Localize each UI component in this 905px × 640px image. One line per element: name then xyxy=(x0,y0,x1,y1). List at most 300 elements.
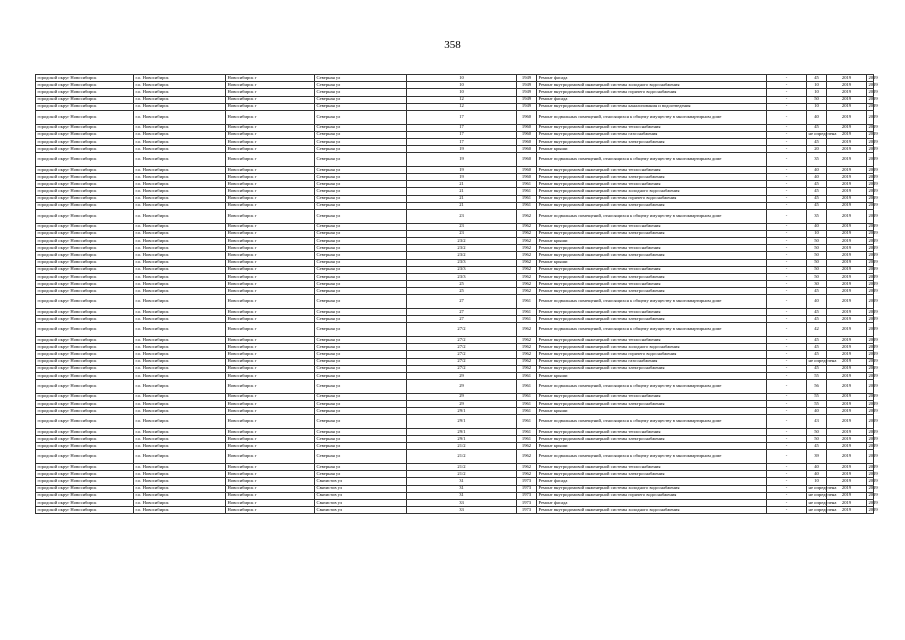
year-end-cell: 2019 xyxy=(867,124,874,131)
year-start-cell: 2019 xyxy=(827,131,867,138)
house-number-cell: 31 xyxy=(407,492,517,499)
plan-cell: 50 xyxy=(807,252,827,259)
district-cell: городской округ Новосибирск xyxy=(36,436,134,443)
work-type-cell: Ремонт внутридомовой инженерной системы теплоснабжения xyxy=(537,245,767,252)
district-cell: городской округ Новосибирск xyxy=(36,380,134,394)
district-cell: городской округ Новосибирск xyxy=(36,393,134,400)
settlement-cell: Новосибирск г xyxy=(226,202,315,209)
municipality-cell: г.о. Новосибирск xyxy=(134,124,226,131)
build-year-cell: 1949 xyxy=(517,82,537,89)
work-type-cell: Ремонт внутридомовой инженерной системы электроснабжения xyxy=(537,436,767,443)
work-type-cell: Ремонт подвальных помещений, относящихся к общему имуществу в многоквартирном доме xyxy=(537,380,767,394)
cost-cell: - xyxy=(767,202,807,209)
house-number-cell: 19 xyxy=(407,146,517,153)
build-year-cell: 1962 xyxy=(517,337,537,344)
district-cell: городской округ Новосибирск xyxy=(36,400,134,407)
build-year-cell: 1962 xyxy=(517,210,537,224)
settlement-cell: Новосибирск г xyxy=(226,252,315,259)
street-cell: Северная ул xyxy=(315,237,407,244)
house-number-cell: 23 xyxy=(407,223,517,230)
plan-cell: 45 xyxy=(807,124,827,131)
plan-cell: 10 xyxy=(807,89,827,96)
municipality-cell: г.о. Новосибирск xyxy=(134,344,226,351)
work-type-cell: Ремонт крыши xyxy=(537,372,767,379)
street-cell: Северная ул xyxy=(315,344,407,351)
build-year-cell: 1962 xyxy=(517,273,537,280)
settlement-cell: Новосибирск г xyxy=(226,245,315,252)
settlement-cell: Новосибирск г xyxy=(226,337,315,344)
district-cell: городской округ Новосибирск xyxy=(36,323,134,337)
plan-cell: 45 xyxy=(807,337,827,344)
street-cell: Северная ул xyxy=(315,82,407,89)
build-year-cell: 1973 xyxy=(517,507,537,514)
district-cell: городской округ Новосибирск xyxy=(36,500,134,507)
street-cell: Северная ул xyxy=(315,146,407,153)
table-row xyxy=(36,252,874,259)
build-year-cell: 1960 xyxy=(517,110,537,124)
street-cell: Северная ул xyxy=(315,131,407,138)
year-end-cell: 2019 xyxy=(867,138,874,145)
municipality-cell: г.о. Новосибирск xyxy=(134,428,226,435)
house-number-cell: 23 xyxy=(407,230,517,237)
table-row xyxy=(36,223,874,230)
settlement-cell: Новосибирск г xyxy=(226,323,315,337)
table-row xyxy=(36,323,874,337)
cost-cell: - xyxy=(767,188,807,195)
settlement-cell: Новосибирск г xyxy=(226,259,315,266)
table-row xyxy=(36,344,874,351)
district-cell: городской округ Новосибирск xyxy=(36,89,134,96)
street-cell: Северная ул xyxy=(315,365,407,372)
year-start-cell: 2019 xyxy=(827,344,867,351)
municipality-cell: г.о. Новосибирск xyxy=(134,245,226,252)
work-type-cell: Ремонт внутридомовой инженерной системы электроснабжения xyxy=(537,230,767,237)
build-year-cell: 1962 xyxy=(517,443,537,450)
plan-cell: 45 xyxy=(807,188,827,195)
year-end-cell: 2019 xyxy=(867,131,874,138)
cost-cell: - xyxy=(767,471,807,478)
work-type-cell: Ремонт фасада xyxy=(537,75,767,82)
year-start-cell: 2019 xyxy=(827,237,867,244)
build-year-cell: 1961 xyxy=(517,372,537,379)
build-year-cell: 1960 xyxy=(517,174,537,181)
street-cell: Северная ул xyxy=(315,103,407,110)
house-number-cell: 25 xyxy=(407,281,517,288)
house-number-cell: 19 xyxy=(407,174,517,181)
municipality-cell: г.о. Новосибирск xyxy=(134,443,226,450)
build-year-cell: 1962 xyxy=(517,230,537,237)
settlement-cell: Новосибирск г xyxy=(226,237,315,244)
settlement-cell: Новосибирск г xyxy=(226,400,315,407)
settlement-cell: Новосибирск г xyxy=(226,82,315,89)
municipality-cell: г.о. Новосибирск xyxy=(134,131,226,138)
settlement-cell: Новосибирск г xyxy=(226,365,315,372)
cost-cell: - xyxy=(767,131,807,138)
street-cell: Северная ул xyxy=(315,393,407,400)
cost-cell: - xyxy=(767,103,807,110)
work-type-cell: Ремонт фасада xyxy=(537,500,767,507)
plan-cell: 42 xyxy=(807,323,827,337)
build-year-cell: 1962 xyxy=(517,237,537,244)
settlement-cell: Новосибирск г xyxy=(226,166,315,173)
work-type-cell: Ремонт внутридомовой инженерной системы электроснабжения xyxy=(537,471,767,478)
house-number-cell: 21 xyxy=(407,181,517,188)
district-cell: городской округ Новосибирск xyxy=(36,96,134,103)
house-number-cell: 21 xyxy=(407,188,517,195)
year-start-cell: 2019 xyxy=(827,372,867,379)
table-row xyxy=(36,316,874,323)
table-row xyxy=(36,351,874,358)
year-start-cell: 2019 xyxy=(827,478,867,485)
house-number-cell: 21/2 xyxy=(407,443,517,450)
house-number-cell: 29 xyxy=(407,400,517,407)
year-start-cell: 2019 xyxy=(827,358,867,365)
settlement-cell: Новосибирск г xyxy=(226,436,315,443)
district-cell: городской округ Новосибирск xyxy=(36,195,134,202)
settlement-cell: Новосибирск г xyxy=(226,131,315,138)
year-end-cell: 2019 xyxy=(867,295,874,309)
year-end-cell: 2019 xyxy=(867,153,874,167)
settlement-cell: Новосибирск г xyxy=(226,96,315,103)
settlement-cell: Новосибирск г xyxy=(226,358,315,365)
work-type-cell: Ремонт внутридомовой инженерной системы горячего водоснабжения xyxy=(537,351,767,358)
year-end-cell: 2019 xyxy=(867,408,874,415)
table-row xyxy=(36,210,874,224)
year-end-cell: 2019 xyxy=(867,273,874,280)
district-cell: городской округ Новосибирск xyxy=(36,288,134,295)
municipality-cell: г.о. Новосибирск xyxy=(134,174,226,181)
district-cell: городской округ Новосибирск xyxy=(36,309,134,316)
street-cell: Северная ул xyxy=(315,400,407,407)
district-cell: городской округ Новосибирск xyxy=(36,450,134,464)
municipality-cell: г.о. Новосибирск xyxy=(134,380,226,394)
work-type-cell: Ремонт внутридомовой инженерной системы теплоснабжения xyxy=(537,223,767,230)
cost-cell: - xyxy=(767,415,807,429)
cost-cell: - xyxy=(767,266,807,273)
municipality-cell: г.о. Новосибирск xyxy=(134,450,226,464)
municipality-cell: г.о. Новосибирск xyxy=(134,358,226,365)
district-cell: городской округ Новосибирск xyxy=(36,485,134,492)
house-number-cell: 23/2 xyxy=(407,237,517,244)
build-year-cell: 1961 xyxy=(517,181,537,188)
plan-cell: 40 xyxy=(807,471,827,478)
district-cell: городской округ Новосибирск xyxy=(36,464,134,471)
table-row xyxy=(36,181,874,188)
plan-cell: не определена xyxy=(807,507,827,514)
year-start-cell: 2019 xyxy=(827,273,867,280)
plan-cell: 50 xyxy=(807,245,827,252)
year-start-cell: 2019 xyxy=(827,415,867,429)
build-year-cell: 1962 xyxy=(517,365,537,372)
street-cell: Северная ул xyxy=(315,428,407,435)
house-number-cell: 33 xyxy=(407,507,517,514)
settlement-cell: Новосибирск г xyxy=(226,443,315,450)
municipality-cell: г.о. Новосибирск xyxy=(134,464,226,471)
municipality-cell: г.о. Новосибирск xyxy=(134,138,226,145)
municipality-cell: г.о. Новосибирск xyxy=(134,195,226,202)
table-row xyxy=(36,380,874,394)
house-number-cell: 17 xyxy=(407,131,517,138)
municipality-cell: г.о. Новосибирск xyxy=(134,478,226,485)
plan-cell: 35 xyxy=(807,153,827,167)
municipality-cell: г.о. Новосибирск xyxy=(134,471,226,478)
plan-cell: 40 xyxy=(807,295,827,309)
year-end-cell: 2019 xyxy=(867,471,874,478)
municipality-cell: г.о. Новосибирск xyxy=(134,295,226,309)
table-row xyxy=(36,492,874,499)
table-row xyxy=(36,485,874,492)
year-end-cell: 2019 xyxy=(867,245,874,252)
settlement-cell: Новосибирск г xyxy=(226,110,315,124)
table-row xyxy=(36,478,874,485)
district-cell: городской округ Новосибирск xyxy=(36,82,134,89)
cost-cell: - xyxy=(767,245,807,252)
year-start-cell: 2019 xyxy=(827,245,867,252)
cost-cell: - xyxy=(767,492,807,499)
municipality-cell: г.о. Новосибирск xyxy=(134,400,226,407)
cost-cell: - xyxy=(767,428,807,435)
build-year-cell: 1961 xyxy=(517,380,537,394)
year-start-cell: 2019 xyxy=(827,471,867,478)
year-end-cell: 2019 xyxy=(867,281,874,288)
year-start-cell: 2019 xyxy=(827,436,867,443)
cost-cell: - xyxy=(767,252,807,259)
cost-cell: - xyxy=(767,96,807,103)
build-year-cell: 1960 xyxy=(517,124,537,131)
year-end-cell: 2019 xyxy=(867,492,874,499)
settlement-cell: Новосибирск г xyxy=(226,195,315,202)
district-cell: городской округ Новосибирск xyxy=(36,202,134,209)
house-number-cell: 23 xyxy=(407,210,517,224)
street-cell: Северная ул xyxy=(315,174,407,181)
street-cell: Северная ул xyxy=(315,408,407,415)
settlement-cell: Новосибирск г xyxy=(226,309,315,316)
work-type-cell: Ремонт внутридомовой инженерной системы горячего водоснабжения xyxy=(537,195,767,202)
municipality-cell: г.о. Новосибирск xyxy=(134,110,226,124)
plan-cell: 10 xyxy=(807,82,827,89)
table-row xyxy=(36,96,874,103)
cost-cell: - xyxy=(767,166,807,173)
work-type-cell: Ремонт внутридомовой инженерной системы электроснабжения xyxy=(537,252,767,259)
year-end-cell: 2019 xyxy=(867,323,874,337)
settlement-cell: Новосибирск г xyxy=(226,188,315,195)
settlement-cell: Новосибирск г xyxy=(226,372,315,379)
year-end-cell: 2019 xyxy=(867,202,874,209)
street-cell: Северная ул xyxy=(315,96,407,103)
table-row xyxy=(36,288,874,295)
house-number-cell: 27/2 xyxy=(407,365,517,372)
year-start-cell: 2019 xyxy=(827,96,867,103)
build-year-cell: 1962 xyxy=(517,252,537,259)
year-start-cell: 2019 xyxy=(827,295,867,309)
work-type-cell: Ремонт внутридомовой инженерной системы теплоснабжения xyxy=(537,393,767,400)
year-end-cell: 2019 xyxy=(867,485,874,492)
plan-cell: 45 xyxy=(807,309,827,316)
district-cell: городской округ Новосибирск xyxy=(36,428,134,435)
house-number-cell: 21 xyxy=(407,202,517,209)
house-number-cell: 23/3 xyxy=(407,273,517,280)
table-row xyxy=(36,393,874,400)
municipality-cell: г.о. Новосибирск xyxy=(134,316,226,323)
plan-cell: 50 xyxy=(807,436,827,443)
plan-cell: 30 xyxy=(807,281,827,288)
cost-cell: - xyxy=(767,365,807,372)
table-row xyxy=(36,400,874,407)
cost-cell: - xyxy=(767,485,807,492)
plan-cell: не определена xyxy=(807,131,827,138)
table-row xyxy=(36,443,874,450)
plan-cell: 45 xyxy=(807,351,827,358)
year-end-cell: 2019 xyxy=(867,110,874,124)
build-year-cell: 1961 xyxy=(517,415,537,429)
street-cell: Северная ул xyxy=(315,281,407,288)
year-end-cell: 2019 xyxy=(867,82,874,89)
street-cell: Северная ул xyxy=(315,138,407,145)
year-start-cell: 2019 xyxy=(827,337,867,344)
plan-cell: 40 xyxy=(807,110,827,124)
district-cell: городской округ Новосибирск xyxy=(36,316,134,323)
municipality-cell: г.о. Новосибирск xyxy=(134,408,226,415)
house-number-cell: 27 xyxy=(407,316,517,323)
cost-cell: - xyxy=(767,281,807,288)
year-start-cell: 2019 xyxy=(827,400,867,407)
year-start-cell: 2019 xyxy=(827,89,867,96)
table-row xyxy=(36,237,874,244)
plan-cell: 10 xyxy=(807,230,827,237)
settlement-cell: Новосибирск г xyxy=(226,415,315,429)
street-cell: Северная ул xyxy=(315,110,407,124)
work-type-cell: Ремонт внутридомовой инженерной системы газоснабжения xyxy=(537,131,767,138)
district-cell: городской округ Новосибирск xyxy=(36,372,134,379)
district-cell: городской округ Новосибирск xyxy=(36,365,134,372)
plan-cell: 45 xyxy=(807,344,827,351)
work-type-cell: Ремонт подвальных помещений, относящихся к общему имуществу в многоквартирном доме xyxy=(537,153,767,167)
district-cell: городской округ Новосибирск xyxy=(36,415,134,429)
year-start-cell: 2019 xyxy=(827,266,867,273)
settlement-cell: Новосибирск г xyxy=(226,146,315,153)
year-start-cell: 2019 xyxy=(827,153,867,167)
work-type-cell: Ремонт внутридомовой инженерной системы теплоснабжения xyxy=(537,124,767,131)
settlement-cell: Новосибирск г xyxy=(226,344,315,351)
street-cell: Северная ул xyxy=(315,372,407,379)
district-cell: городской округ Новосибирск xyxy=(36,358,134,365)
year-end-cell: 2019 xyxy=(867,365,874,372)
year-start-cell: 2019 xyxy=(827,393,867,400)
plan-cell: 50 xyxy=(807,266,827,273)
work-type-cell: Ремонт внутридомовой инженерной системы электроснабжения xyxy=(537,316,767,323)
build-year-cell: 1960 xyxy=(517,138,537,145)
work-type-cell: Ремонт подвальных помещений, относящихся к общему имуществу в многоквартирном доме xyxy=(537,110,767,124)
plan-cell: 40 xyxy=(807,464,827,471)
cost-cell: - xyxy=(767,309,807,316)
house-number-cell: 27/2 xyxy=(407,344,517,351)
year-end-cell: 2019 xyxy=(867,380,874,394)
house-number-cell: 23/3 xyxy=(407,266,517,273)
work-type-cell: Ремонт подвальных помещений, относящихся к общему имуществу в многоквартирном доме xyxy=(537,323,767,337)
build-year-cell: 1949 xyxy=(517,75,537,82)
municipality-cell: г.о. Новосибирск xyxy=(134,230,226,237)
street-cell: Северная ул xyxy=(315,75,407,82)
year-start-cell: 2019 xyxy=(827,428,867,435)
year-start-cell: 2019 xyxy=(827,230,867,237)
municipality-cell: г.о. Новосибирск xyxy=(134,507,226,514)
year-start-cell: 2019 xyxy=(827,252,867,259)
build-year-cell: 1949 xyxy=(517,89,537,96)
year-start-cell: 2019 xyxy=(827,181,867,188)
settlement-cell: Новосибирск г xyxy=(226,351,315,358)
cost-cell: - xyxy=(767,393,807,400)
build-year-cell: 1961 xyxy=(517,202,537,209)
municipality-cell: г.о. Новосибирск xyxy=(134,89,226,96)
district-cell: городской округ Новосибирск xyxy=(36,443,134,450)
year-start-cell: 2019 xyxy=(827,281,867,288)
municipality-cell: г.о. Новосибирск xyxy=(134,181,226,188)
year-end-cell: 2019 xyxy=(867,252,874,259)
table-row xyxy=(36,124,874,131)
year-start-cell: 2019 xyxy=(827,195,867,202)
year-start-cell: 2019 xyxy=(827,210,867,224)
work-type-cell: Ремонт внутридомовой инженерной системы холодного водоснабжения xyxy=(537,344,767,351)
municipality-cell: г.о. Новосибирск xyxy=(134,103,226,110)
table-row xyxy=(36,245,874,252)
cost-cell: - xyxy=(767,237,807,244)
settlement-cell: Новосибирск г xyxy=(226,500,315,507)
house-number-cell: 29/1 xyxy=(407,415,517,429)
settlement-cell: Новосибирск г xyxy=(226,210,315,224)
municipality-cell: г.о. Новосибирск xyxy=(134,166,226,173)
year-start-cell: 2019 xyxy=(827,75,867,82)
year-start-cell: 2019 xyxy=(827,223,867,230)
municipality-cell: г.о. Новосибирск xyxy=(134,372,226,379)
municipality-cell: г.о. Новосибирск xyxy=(134,273,226,280)
district-cell: городской округ Новосибирск xyxy=(36,337,134,344)
table-row xyxy=(36,471,874,478)
year-start-cell: 2019 xyxy=(827,323,867,337)
year-end-cell: 2019 xyxy=(867,181,874,188)
cost-cell: - xyxy=(767,110,807,124)
year-start-cell: 2019 xyxy=(827,500,867,507)
house-number-cell: 29 xyxy=(407,380,517,394)
street-cell: Северная ул xyxy=(315,464,407,471)
year-end-cell: 2019 xyxy=(867,195,874,202)
year-start-cell: 2019 xyxy=(827,110,867,124)
work-type-cell: Ремонт подвальных помещений, относящихся к общему имуществу в многоквартирном доме xyxy=(537,210,767,224)
table-row xyxy=(36,146,874,153)
street-cell: Северная ул xyxy=(315,443,407,450)
plan-cell: 10 xyxy=(807,478,827,485)
settlement-cell: Новосибирск г xyxy=(226,408,315,415)
work-type-cell: Ремонт внутридомовой инженерной системы электроснабжения xyxy=(537,273,767,280)
settlement-cell: Новосибирск г xyxy=(226,450,315,464)
cost-cell: - xyxy=(767,337,807,344)
year-end-cell: 2019 xyxy=(867,259,874,266)
work-type-cell: Ремонт внутридомовой инженерной системы горячего водоснабжения xyxy=(537,492,767,499)
work-type-cell: Ремонт внутридомовой инженерной системы теплоснабжения xyxy=(537,337,767,344)
table-row xyxy=(36,428,874,435)
work-type-cell: Ремонт внутридомовой инженерной системы электроснабжения xyxy=(537,365,767,372)
house-number-cell: 27/2 xyxy=(407,351,517,358)
district-cell: городской округ Новосибирск xyxy=(36,210,134,224)
cost-cell: - xyxy=(767,372,807,379)
plan-cell: 45 xyxy=(807,365,827,372)
year-end-cell: 2019 xyxy=(867,103,874,110)
district-cell: городской округ Новосибирск xyxy=(36,259,134,266)
district-cell: городской округ Новосибирск xyxy=(36,124,134,131)
work-type-cell: Ремонт внутридомовой инженерной системы теплоснабжения xyxy=(537,266,767,273)
year-end-cell: 2019 xyxy=(867,337,874,344)
build-year-cell: 1961 xyxy=(517,400,537,407)
cost-cell: - xyxy=(767,323,807,337)
